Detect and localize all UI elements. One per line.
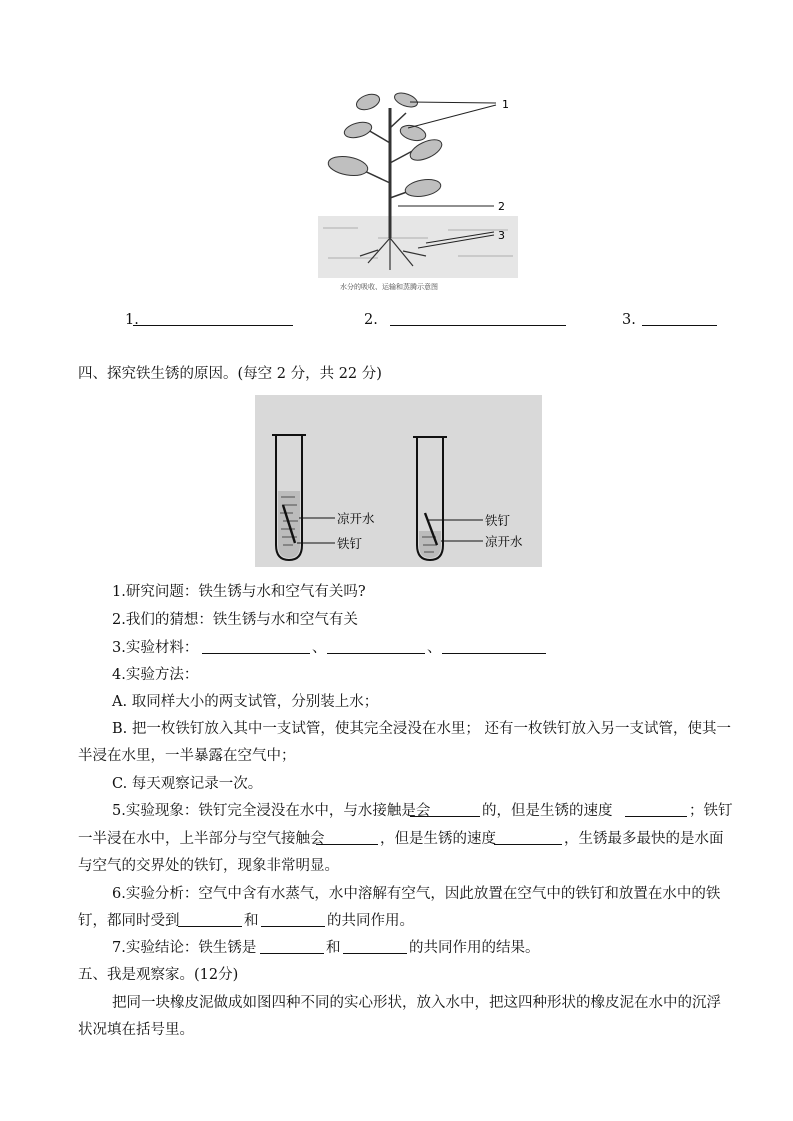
q6-text-c: 和 [244, 913, 259, 929]
section5-title: 五、我是观察家。(12分) [78, 967, 239, 983]
q5-text-d: 一半浸在水中，上半部分与空气接触会 [78, 831, 325, 847]
q6-text-a: 6.实验分析：空气中含有水蒸气，水中溶解有空气，因此放置在空气中的铁钉和放置在水中的铁 [112, 886, 721, 902]
q5-blank-3[interactable] [316, 844, 378, 845]
q7-text-b: 和 [326, 940, 341, 956]
left-label-water: 凉开水 [337, 511, 375, 526]
q1-research-question: 1.研究问题：铁生锈与水和空气有关吗? [112, 584, 366, 600]
q5-text-c: ；铁钉 [689, 803, 733, 819]
q7-text-a: 7.实验结论：铁生锈是 [112, 940, 257, 956]
method-step-b-line2: 半浸在水里，一半暴露在空气中； [78, 748, 296, 764]
q5-text-e: ，但是生锈的速度 [380, 831, 496, 847]
answer-blank-2[interactable] [390, 325, 566, 326]
right-label-nail: 铁钉 [485, 513, 511, 528]
q5-text-g: 与空气的交界处的铁钉，现象非常明显。 [78, 858, 339, 874]
answer-item-1-label: 1. [125, 312, 139, 328]
method-step-a: A. 取同样大小的两支试管，分别装上水； [112, 694, 379, 710]
materials-blank-1[interactable] [202, 653, 310, 654]
q6-text-d: 的共同作用。 [327, 913, 414, 929]
q5-blank-2[interactable] [625, 816, 687, 817]
materials-blank-3[interactable] [442, 653, 546, 654]
plant-leaves [327, 90, 445, 199]
q2-hypothesis: 2.我们的猜想：铁生锈与水和空气有关 [112, 612, 358, 628]
method-step-c: C. 每天观察记录一次。 [112, 776, 263, 792]
q7-blank-2[interactable] [343, 953, 407, 954]
plant-label-2: 2 [498, 200, 505, 213]
q5-text-b: 的，但是生锈的速度 [482, 803, 613, 819]
answer-blank-3[interactable] [642, 325, 717, 326]
plant-diagram-figure [318, 88, 518, 300]
answer-item-2-label: 2. [364, 312, 378, 328]
materials-sep-1: 、 [312, 640, 327, 656]
q6-blank-2[interactable] [261, 926, 325, 927]
q7-text-c: 的共同作用的结果。 [409, 940, 540, 956]
plant-caption: 水分的吸收、运输和蒸腾示意图 [340, 283, 438, 291]
method-step-b-line1: B. 把一枚铁钉放入其中一支试管，使其完全浸没在水里； 还有一枚铁钉放入另一支试管，使其一 [112, 721, 731, 737]
right-label-water: 凉开水 [485, 534, 523, 549]
q7-blank-1[interactable] [260, 953, 324, 954]
q5-text-a: 5.实验现象：铁钉完全浸没在水中，与水接触是会 [112, 803, 431, 819]
section4-title: 四、探究铁生锈的原因。(每空 2 分，共 22 分) [78, 366, 382, 382]
q5-blank-1[interactable] [410, 816, 480, 817]
left-label-nail: 铁钉 [337, 536, 363, 551]
materials-blank-2[interactable] [327, 653, 425, 654]
answer-blank-1[interactable] [133, 325, 293, 326]
plant-label-3: 3 [498, 229, 505, 242]
q5-blank-4[interactable] [494, 844, 562, 845]
section5-paragraph-line1: 把同一块橡皮泥做成如图四种不同的实心形状，放入水中，把这四种形状的橡皮泥在水中的沉浮 [112, 995, 721, 1011]
q4-method-label: 4.实验方法： [112, 667, 199, 683]
plant-label-1: 1 [502, 98, 509, 111]
q3-materials-label: 3.实验材料： [112, 640, 199, 656]
answer-item-3-label: 3. [622, 312, 636, 328]
materials-sep-2: 、 [427, 640, 442, 656]
soil-area [318, 216, 518, 278]
q6-text-b: 钉，都同时受到 [78, 913, 180, 929]
iron-rust-experiment-figure [255, 395, 542, 567]
section5-paragraph-line2: 状况填在括号里。 [78, 1022, 194, 1038]
q6-blank-1[interactable] [178, 926, 242, 927]
q5-text-f: ，生锈最多最快的是水面 [564, 831, 724, 847]
